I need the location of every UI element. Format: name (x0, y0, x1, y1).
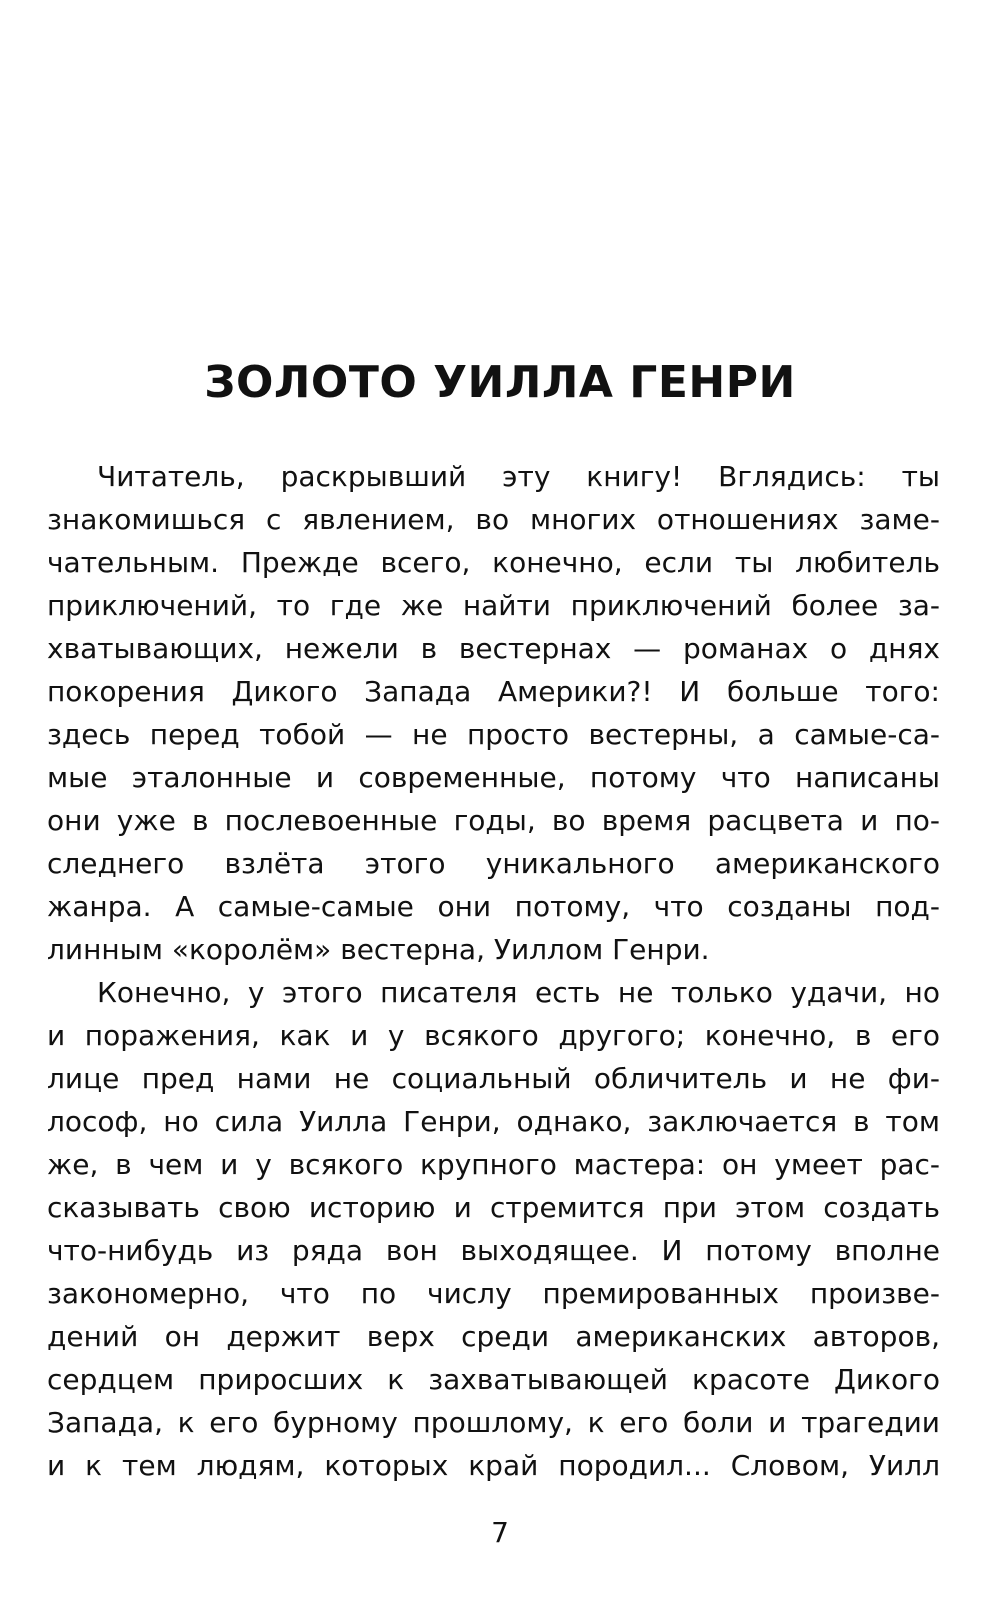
text-line: здесь перед тобой — не просто вестерны, а самые-са- (47, 718, 940, 751)
text-line: сказывать свою историю и стремится при этом создать (47, 1191, 940, 1224)
text-line: линным «королём» вестерна, Уиллом Генри. (47, 933, 710, 966)
page-number: 7 (491, 1516, 509, 1549)
text-line: мые эталонные и современные, потому что написаны (47, 761, 940, 794)
text-line: Запада, к его бурному прошлому, к его боли и трагедии (47, 1406, 940, 1439)
text-line: они уже в послевоенные годы, во время расцвета и по- (47, 804, 940, 837)
text-line: хватывающих, нежели в вестернах — романах о днях (47, 632, 940, 665)
chapter-title: ЗОЛОТО УИЛЛА ГЕНРИ (204, 357, 796, 408)
text-line: чательным. Прежде всего, конечно, если ты любитель (47, 546, 940, 579)
text-line: же, в чем и у всякого крупного мастера: он умеет рас- (47, 1148, 940, 1181)
text-line: лице пред нами не социальный обличитель и не фи- (47, 1062, 940, 1095)
text-line: и поражения, как и у всякого другого; конечно, в его (47, 1019, 940, 1052)
text-line: закономерно, что по числу премированных произве- (47, 1277, 940, 1310)
text-line: жанра. А самые-самые они потому, что созданы под- (47, 890, 940, 923)
text-line: приключений, то где же найти приключений более за- (47, 589, 940, 622)
text-line: и к тем людям, которых край породил... Словом, Уилл (47, 1449, 940, 1482)
text-line: что-нибудь из ряда вон выходящее. И потому вполне (47, 1234, 940, 1267)
text-line: знакомишься с явлением, во многих отношениях заме- (47, 503, 940, 536)
text-line: Конечно, у этого писателя есть не только удачи, но (97, 976, 940, 1009)
text-line: лософ, но сила Уилла Генри, однако, заключается в том (47, 1105, 940, 1138)
text-line: покорения Дикого Запада Америки?! И больше того: (47, 675, 940, 708)
text-line: сердцем приросших к захватывающей красоте Дикого (47, 1363, 940, 1396)
text-line: следнего взлёта этого уникального американского (47, 847, 940, 880)
text-line: Читатель, раскрывший эту книгу! Вглядись: ты (97, 460, 940, 493)
text-line: дений он держит верх среди американских авторов, (47, 1320, 940, 1353)
